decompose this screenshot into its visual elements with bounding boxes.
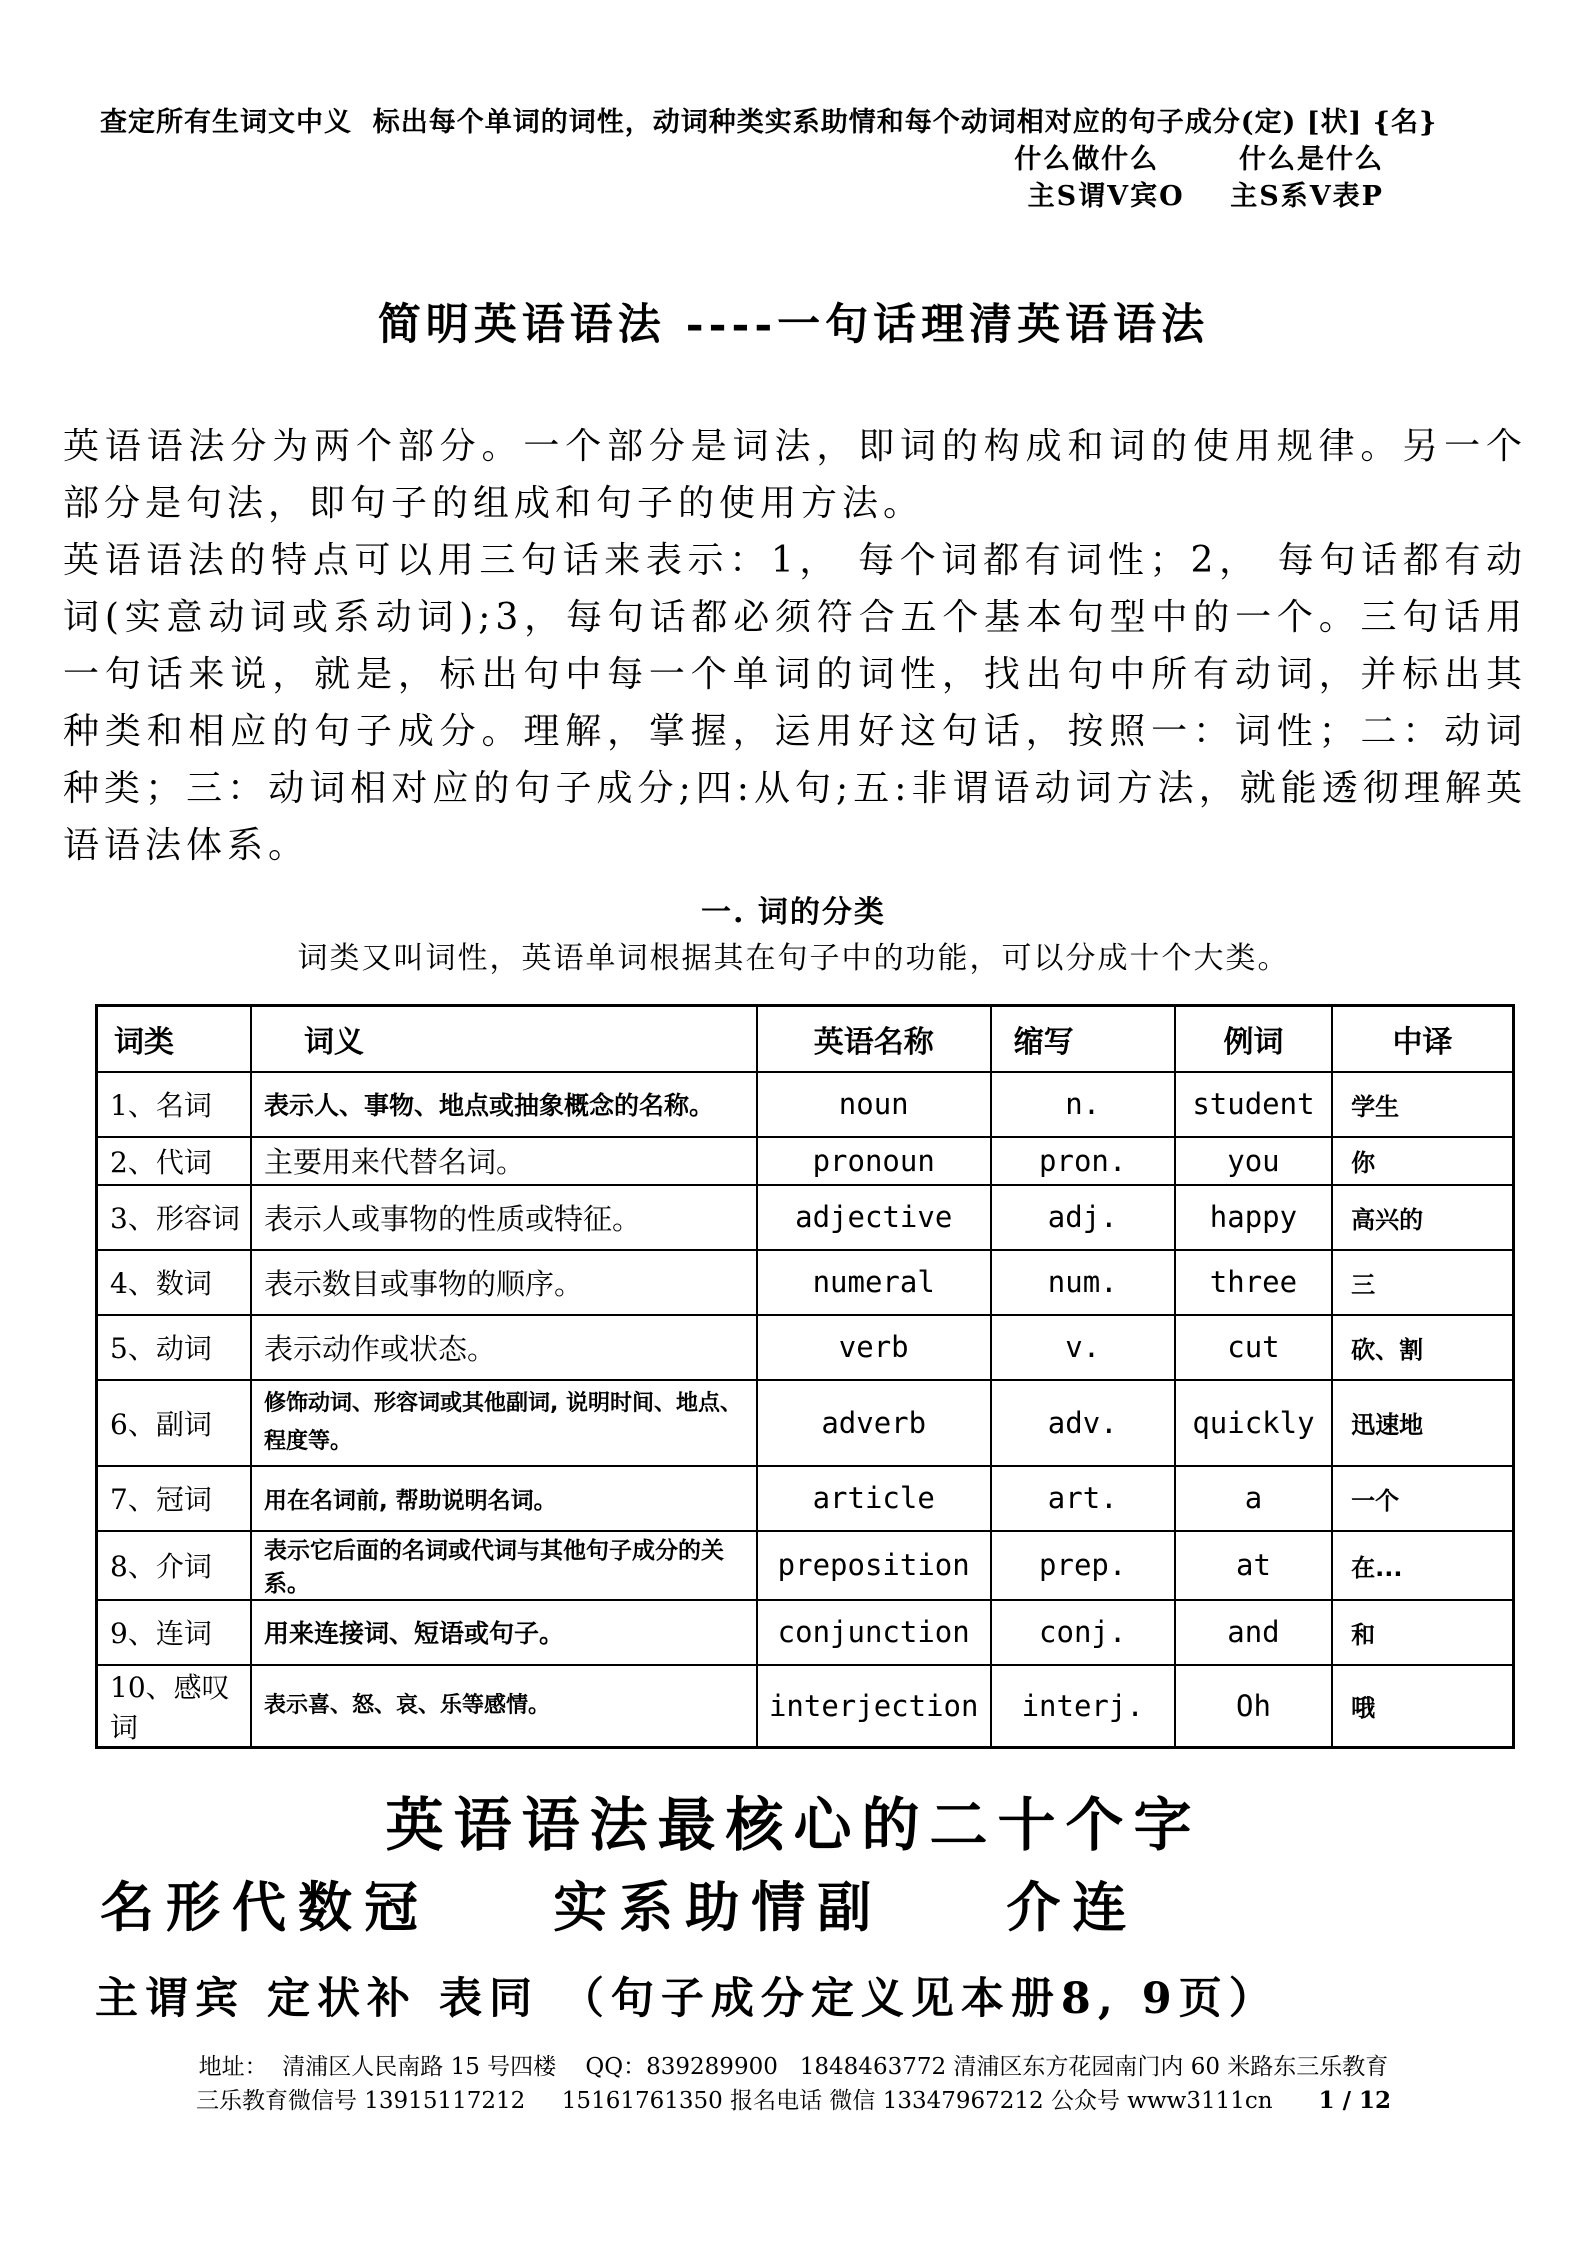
- cell-abbreviation: adv.: [991, 1380, 1175, 1466]
- cell-meaning: 表示喜、怒、哀、乐等感情。: [251, 1665, 757, 1748]
- cell-translation: 哦: [1332, 1665, 1513, 1748]
- header-note-line1: 查定所有生词文中义 标出每个单词的词性，动词种类实系助情和每个动词相对应的句子成分(定) [状] {名}: [100, 107, 1438, 138]
- cell-example: you: [1175, 1137, 1332, 1185]
- section-heading: 一. 词的分类: [701, 895, 886, 930]
- cell-category: 1、名词: [97, 1072, 251, 1137]
- cell-example: happy: [1175, 1185, 1332, 1250]
- cell-abbreviation: num.: [991, 1250, 1175, 1315]
- cell-example: student: [1175, 1072, 1332, 1137]
- cell-abbreviation: n.: [991, 1072, 1175, 1137]
- table-row: [97, 1380, 1514, 1466]
- cell-english-name: numeral: [757, 1250, 991, 1315]
- cell-abbreviation: interj.: [991, 1665, 1175, 1748]
- cell-meaning: 表示它后面的名词或代词与其他句子成分的关系。: [251, 1531, 757, 1600]
- column-header-english-name: 英语名称: [757, 1006, 991, 1072]
- column-header-meaning: 词义: [251, 1006, 757, 1072]
- column-header-abbreviation: 缩写: [991, 1006, 1175, 1072]
- footer: [0, 2051, 1587, 2118]
- cell-english-name: conjunction: [757, 1600, 991, 1665]
- cell-category: 7、冠词: [97, 1466, 251, 1531]
- table-row: [97, 1466, 1514, 1531]
- cell-category: 9、连词: [97, 1600, 251, 1665]
- cell-example: a: [1175, 1466, 1332, 1531]
- table-row: [97, 1072, 1514, 1137]
- cell-abbreviation: adj.: [991, 1185, 1175, 1250]
- header-note-line3: 主S谓V宾O 主S系V表P: [1027, 181, 1384, 212]
- cell-category: 10、感叹词: [97, 1665, 251, 1748]
- cell-category: 3、形容词: [97, 1185, 251, 1250]
- cell-translation: 三: [1332, 1250, 1513, 1315]
- page-title: 简明英语语法 ----一句话理清英语语法: [377, 300, 1210, 350]
- cell-english-name: preposition: [757, 1531, 991, 1600]
- column-header-category: 词类: [97, 1006, 251, 1072]
- cell-example: cut: [1175, 1315, 1332, 1380]
- cell-english-name: adjective: [757, 1185, 991, 1250]
- cell-category: 8、介词: [97, 1531, 251, 1600]
- cell-category: 5、动词: [97, 1315, 251, 1380]
- cell-example: quickly: [1175, 1380, 1332, 1466]
- core-words: 名形代数冠 实系助情副 介连: [100, 1874, 1139, 1939]
- cell-meaning: 表示人、事物、地点或抽象概念的名称。: [251, 1072, 757, 1137]
- intro-paragraph-1: 英语语法分为两个部分。一个部分是词法，即词的构成和词的使用规律。另一个部分是句法，即句子的组成和句子的使用方法。: [63, 426, 1527, 524]
- cell-meaning: 用在名词前, 帮助说明名词。: [251, 1466, 757, 1531]
- parts-of-speech-table: [95, 1004, 1515, 1749]
- cell-english-name: adverb: [757, 1380, 991, 1466]
- cell-category: 2、代词: [97, 1137, 251, 1185]
- cell-translation: 在...: [1332, 1531, 1513, 1600]
- cell-example: Oh: [1175, 1665, 1332, 1748]
- cell-meaning: 用来连接词、短语或句子。: [251, 1600, 757, 1665]
- cell-english-name: noun: [757, 1072, 991, 1137]
- core-title: 英语语法最核心的二十个字: [385, 1790, 1202, 1859]
- cell-english-name: pronoun: [757, 1137, 991, 1185]
- core-sentence: 主谓宾 定状补 表同 （句子成分定义见本册8, 9页）: [95, 1973, 1279, 2024]
- header-notes: [0, 0, 1587, 214]
- cell-meaning: 表示数目或事物的顺序。: [251, 1250, 757, 1315]
- cell-meaning: 表示人或事物的性质或特征。: [251, 1185, 757, 1250]
- table-row: [97, 1315, 1514, 1380]
- cell-translation: 学生: [1332, 1072, 1513, 1137]
- cell-abbreviation: v.: [991, 1315, 1175, 1380]
- cell-translation: 高兴的: [1332, 1185, 1513, 1250]
- cell-category: 4、数词: [97, 1250, 251, 1315]
- intro-paragraph-2: 英语语法的特点可以用三句话来表示：1， 每个词都有词性；2， 每句话都有动词(实意动词或系动词);3，每句话都必须符合五个基本句型中的一个。三句话用一句话来说，就是，标出句中每一个单词的词性，找出句中所有动词，并标出其种类和相应的句子成分。理解，掌握，运用好这句话，按照一：词性；二：动词种类；三：动词相对应的句子成分;四:从句;五:非谓语动词方法，就能透彻理解英语语法体系。: [63, 540, 1527, 866]
- footer-contact-line: [0, 2084, 1587, 2118]
- cell-abbreviation: conj.: [991, 1600, 1175, 1665]
- footer-address: 地址： 清浦区人民南路 15 号四楼 QQ：839289900 1848463772 清浦区东方花园南门内 60 米路东三乐教育: [198, 2053, 1389, 2080]
- cell-example: and: [1175, 1600, 1332, 1665]
- table-row: [97, 1531, 1514, 1600]
- cell-abbreviation: pron.: [991, 1137, 1175, 1185]
- table-row: [97, 1137, 1514, 1185]
- cell-example: at: [1175, 1531, 1332, 1600]
- table-header-row: [97, 1006, 1514, 1072]
- footer-contact: 三乐教育微信号 13915117212 15161761350 报名电话 微信 13347967212 公众号 www3111cn: [195, 2087, 1273, 2114]
- cell-english-name: interjection: [757, 1665, 991, 1748]
- page-number: 1 / 12: [1318, 2086, 1392, 2114]
- table-row: [97, 1600, 1514, 1665]
- cell-english-name: article: [757, 1466, 991, 1531]
- table-row: [97, 1665, 1514, 1748]
- section-subtitle: 词类又叫词性，英语单词根据其在句子中的功能，可以分成十个大类。: [297, 941, 1290, 976]
- cell-english-name: verb: [757, 1315, 991, 1380]
- table-row: [97, 1250, 1514, 1315]
- cell-abbreviation: art.: [991, 1466, 1175, 1531]
- intro-paragraphs: [63, 418, 1527, 874]
- cell-example: three: [1175, 1250, 1332, 1315]
- cell-translation: 一个: [1332, 1466, 1513, 1531]
- cell-category: 6、副词: [97, 1380, 251, 1466]
- cell-translation: 你: [1332, 1137, 1513, 1185]
- column-header-translation: 中译: [1332, 1006, 1513, 1072]
- header-note-line2: 什么做什么 什么是什么: [1014, 144, 1384, 175]
- column-header-example: 例词: [1175, 1006, 1332, 1072]
- cell-meaning: 修饰动词、形容词或其他副词, 说明时间、地点、程度等。: [251, 1380, 757, 1466]
- cell-meaning: 表示动作或状态。: [251, 1315, 757, 1380]
- cell-abbreviation: prep.: [991, 1531, 1175, 1600]
- cell-meaning: 主要用来代替名词。: [251, 1137, 757, 1185]
- cell-translation: 和: [1332, 1600, 1513, 1665]
- table-row: [97, 1185, 1514, 1250]
- cell-translation: 迅速地: [1332, 1380, 1513, 1466]
- cell-translation: 砍、割: [1332, 1315, 1513, 1380]
